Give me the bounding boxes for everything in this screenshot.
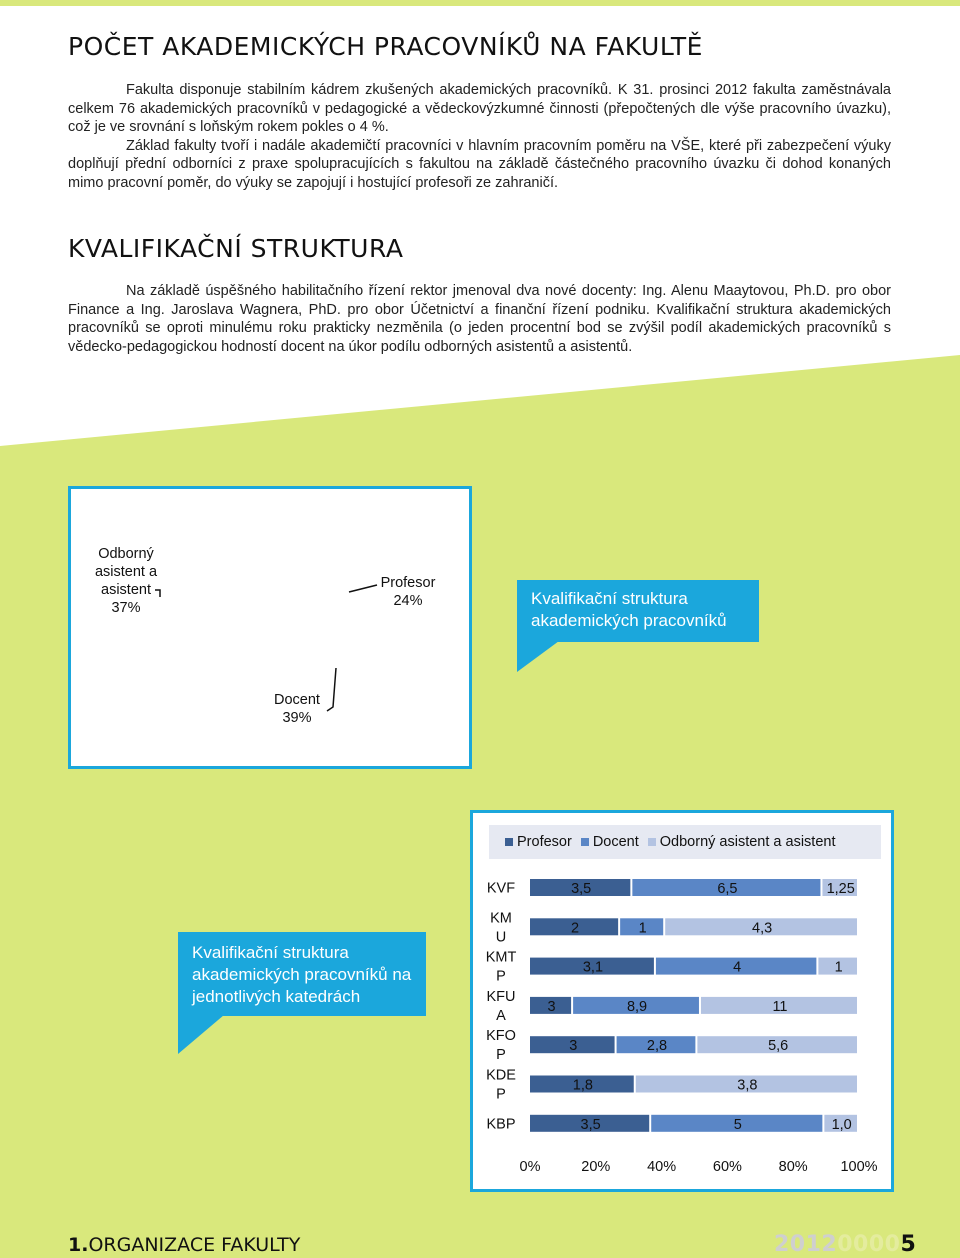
data-label-kvf-2: 6,5 bbox=[717, 881, 738, 897]
x-tick-label-1: 20% bbox=[581, 1159, 611, 1175]
footer-year-decor: 0000 bbox=[837, 1232, 901, 1257]
x-tick-label-4: 80% bbox=[778, 1159, 808, 1175]
intro-paragraph-2: Základ fakulty tvoří i nadále akademičtí pracovníci v hlavním pracovním poměru na VŠE, které při zabezpečení výuky doplňují přední odborníci z praxe spolupracujících s fakultou na základě částečného pracovního úvazku či dohod konaných mimo pracovní poměr, do výuky se zapojují i hostující profesoři ze zahraničí. bbox=[68, 137, 891, 191]
category-label-kfua-1: KFU bbox=[486, 988, 516, 1005]
data-label-kmtp-2: 4 bbox=[733, 959, 742, 976]
category-label-kvf-1: KVF bbox=[486, 880, 516, 897]
pie-label-profesor bbox=[375, 574, 441, 610]
pie-label-docent-line-1: Docent bbox=[274, 692, 320, 708]
data-label-kfua-1: 3 bbox=[547, 998, 556, 1015]
callout-bar-chart-text: Kvalifikační struktura akademických pracovníků na jednotlivých katedrách bbox=[192, 943, 412, 1006]
footer-year: 2012 bbox=[774, 1232, 838, 1257]
category-label-kfua-2: A bbox=[496, 1007, 506, 1024]
data-label-kvf-3: 1,25 bbox=[826, 881, 855, 897]
category-label-kmu-2: U bbox=[495, 929, 507, 946]
data-label-kmu-2: 1 bbox=[638, 920, 647, 937]
data-label-kmu-1: 2 bbox=[571, 920, 580, 937]
footer-chapter-title: ORGANIZACE FAKULTY bbox=[88, 1234, 301, 1256]
data-label-kbp-2: 5 bbox=[733, 1116, 742, 1133]
data-label-kdep-1: 1,8 bbox=[572, 1077, 593, 1094]
pie-leader-line-docent bbox=[327, 668, 336, 711]
pie-label-docent-percent: 39% bbox=[282, 710, 312, 726]
category-label-kmu-1: KM bbox=[490, 910, 512, 927]
data-label-kfua-3: 11 bbox=[772, 998, 788, 1015]
category-label-kfop-1: KFO bbox=[486, 1028, 516, 1045]
footer-chapter-number: 1. bbox=[68, 1234, 89, 1256]
pie-label-profesor-line-1: Profesor bbox=[380, 575, 436, 591]
pie-chart-frame bbox=[68, 486, 472, 769]
pie-leader-line-profesor bbox=[349, 585, 377, 592]
data-label-kfop-1: 3 bbox=[569, 1038, 578, 1055]
bar-chart-frame bbox=[470, 810, 894, 1192]
category-label-kfop-2: P bbox=[496, 1047, 506, 1064]
intro-paragraph-1: Fakulta disponuje stabilním kádrem zkušených akademických pracovníků. K 31. prosinci 2012 fakulta zaměstnávala celkem 76 akademických pracovníků v pedagogické a vědeckovýzkumné činnosti (přepočtených dle výše pracovního úvazku), což je ve srovnání s loňským rokem pokles o 4 %. bbox=[68, 82, 891, 135]
data-label-kbp-1: 3,5 bbox=[580, 1116, 601, 1133]
data-label-kfua-2: 8,9 bbox=[626, 998, 648, 1015]
legend-label-profesor: Profesor bbox=[517, 834, 572, 850]
pie-label-asistent bbox=[89, 545, 163, 617]
legend-label-docent: Docent bbox=[592, 834, 639, 850]
category-label-kdep-2: P bbox=[496, 1086, 506, 1103]
kval-paragraph: Na základě úspěšného habilitačního řízení rektor jmenoval dva nové docenty: Ing. Alenu Maaytovou, Ph.D. pro obor Finance a Ing. Jaroslava Wagnera, PhD. pro obor Účetnictví a finanční řízení podniku. Kvalifikační struktura akademických pracovníků se oproti minulému roku prakticky nezměnila (o jeden procentní bod se zvýšil podíl akademických pracovníků s vědecko-pedagogickou hodností docent na úkor podílu odborných asistentů a asistentů. bbox=[68, 283, 891, 355]
section-title-kvalifikace: KVALIFIKAČNÍ STRUKTURA bbox=[68, 234, 404, 263]
category-label-kmtp-1: KMT bbox=[485, 949, 517, 966]
callout-bar-chart-tail bbox=[178, 1015, 224, 1055]
page-title: POČET AKADEMICKÝCH PRACOVNÍKŮ NA FAKULTĚ bbox=[68, 32, 703, 61]
footer-chapter bbox=[68, 1234, 300, 1256]
callout-pie-chart bbox=[517, 580, 759, 642]
category-label-kmtp-2: P bbox=[496, 968, 506, 985]
data-label-kmtp-3: 1 bbox=[834, 959, 843, 976]
footer-page bbox=[774, 1232, 916, 1257]
pie-label-asistent-line-2: asistent a bbox=[94, 564, 158, 580]
data-label-kmtp-1: 3,1 bbox=[582, 959, 604, 976]
data-label-kfop-2: 2,8 bbox=[646, 1038, 668, 1055]
data-label-kfop-3: 5,6 bbox=[768, 1038, 789, 1055]
x-tick-label-0: 0% bbox=[519, 1159, 541, 1175]
x-tick-label-5: 100% bbox=[840, 1159, 878, 1175]
x-tick-label-3: 60% bbox=[712, 1159, 742, 1175]
category-label-kbp-1: KBP bbox=[486, 1116, 516, 1133]
legend-label-asistent: Odborný asistent a asistent bbox=[659, 834, 836, 850]
callout-pie-chart-text: Kvalifikační struktura akademických pracovníků bbox=[531, 589, 727, 630]
stacked-bar-chart bbox=[473, 813, 891, 1189]
data-label-kbp-3: 1,0 bbox=[831, 1116, 852, 1133]
kval-text bbox=[68, 282, 891, 356]
data-label-kvf-1: 3,5 bbox=[571, 881, 592, 897]
x-tick-label-2: 40% bbox=[647, 1159, 677, 1175]
pie-label-asistent-percent: 37% bbox=[111, 600, 141, 616]
pie-label-asistent-line-1: Odborný bbox=[98, 546, 154, 562]
pie-label-docent bbox=[267, 691, 327, 727]
data-label-kmu-3: 4,3 bbox=[752, 920, 773, 937]
pie-label-profesor-percent: 24% bbox=[393, 593, 423, 609]
data-label-kdep-3: 3,8 bbox=[737, 1077, 758, 1094]
pie-label-asistent-line-3: asistent bbox=[101, 582, 151, 598]
callout-bar-chart bbox=[178, 932, 426, 1016]
intro-text bbox=[68, 81, 891, 192]
callout-pie-chart-tail bbox=[517, 641, 559, 673]
footer-page-number: 5 bbox=[900, 1232, 917, 1257]
category-label-kdep-1: KDE bbox=[486, 1067, 516, 1084]
